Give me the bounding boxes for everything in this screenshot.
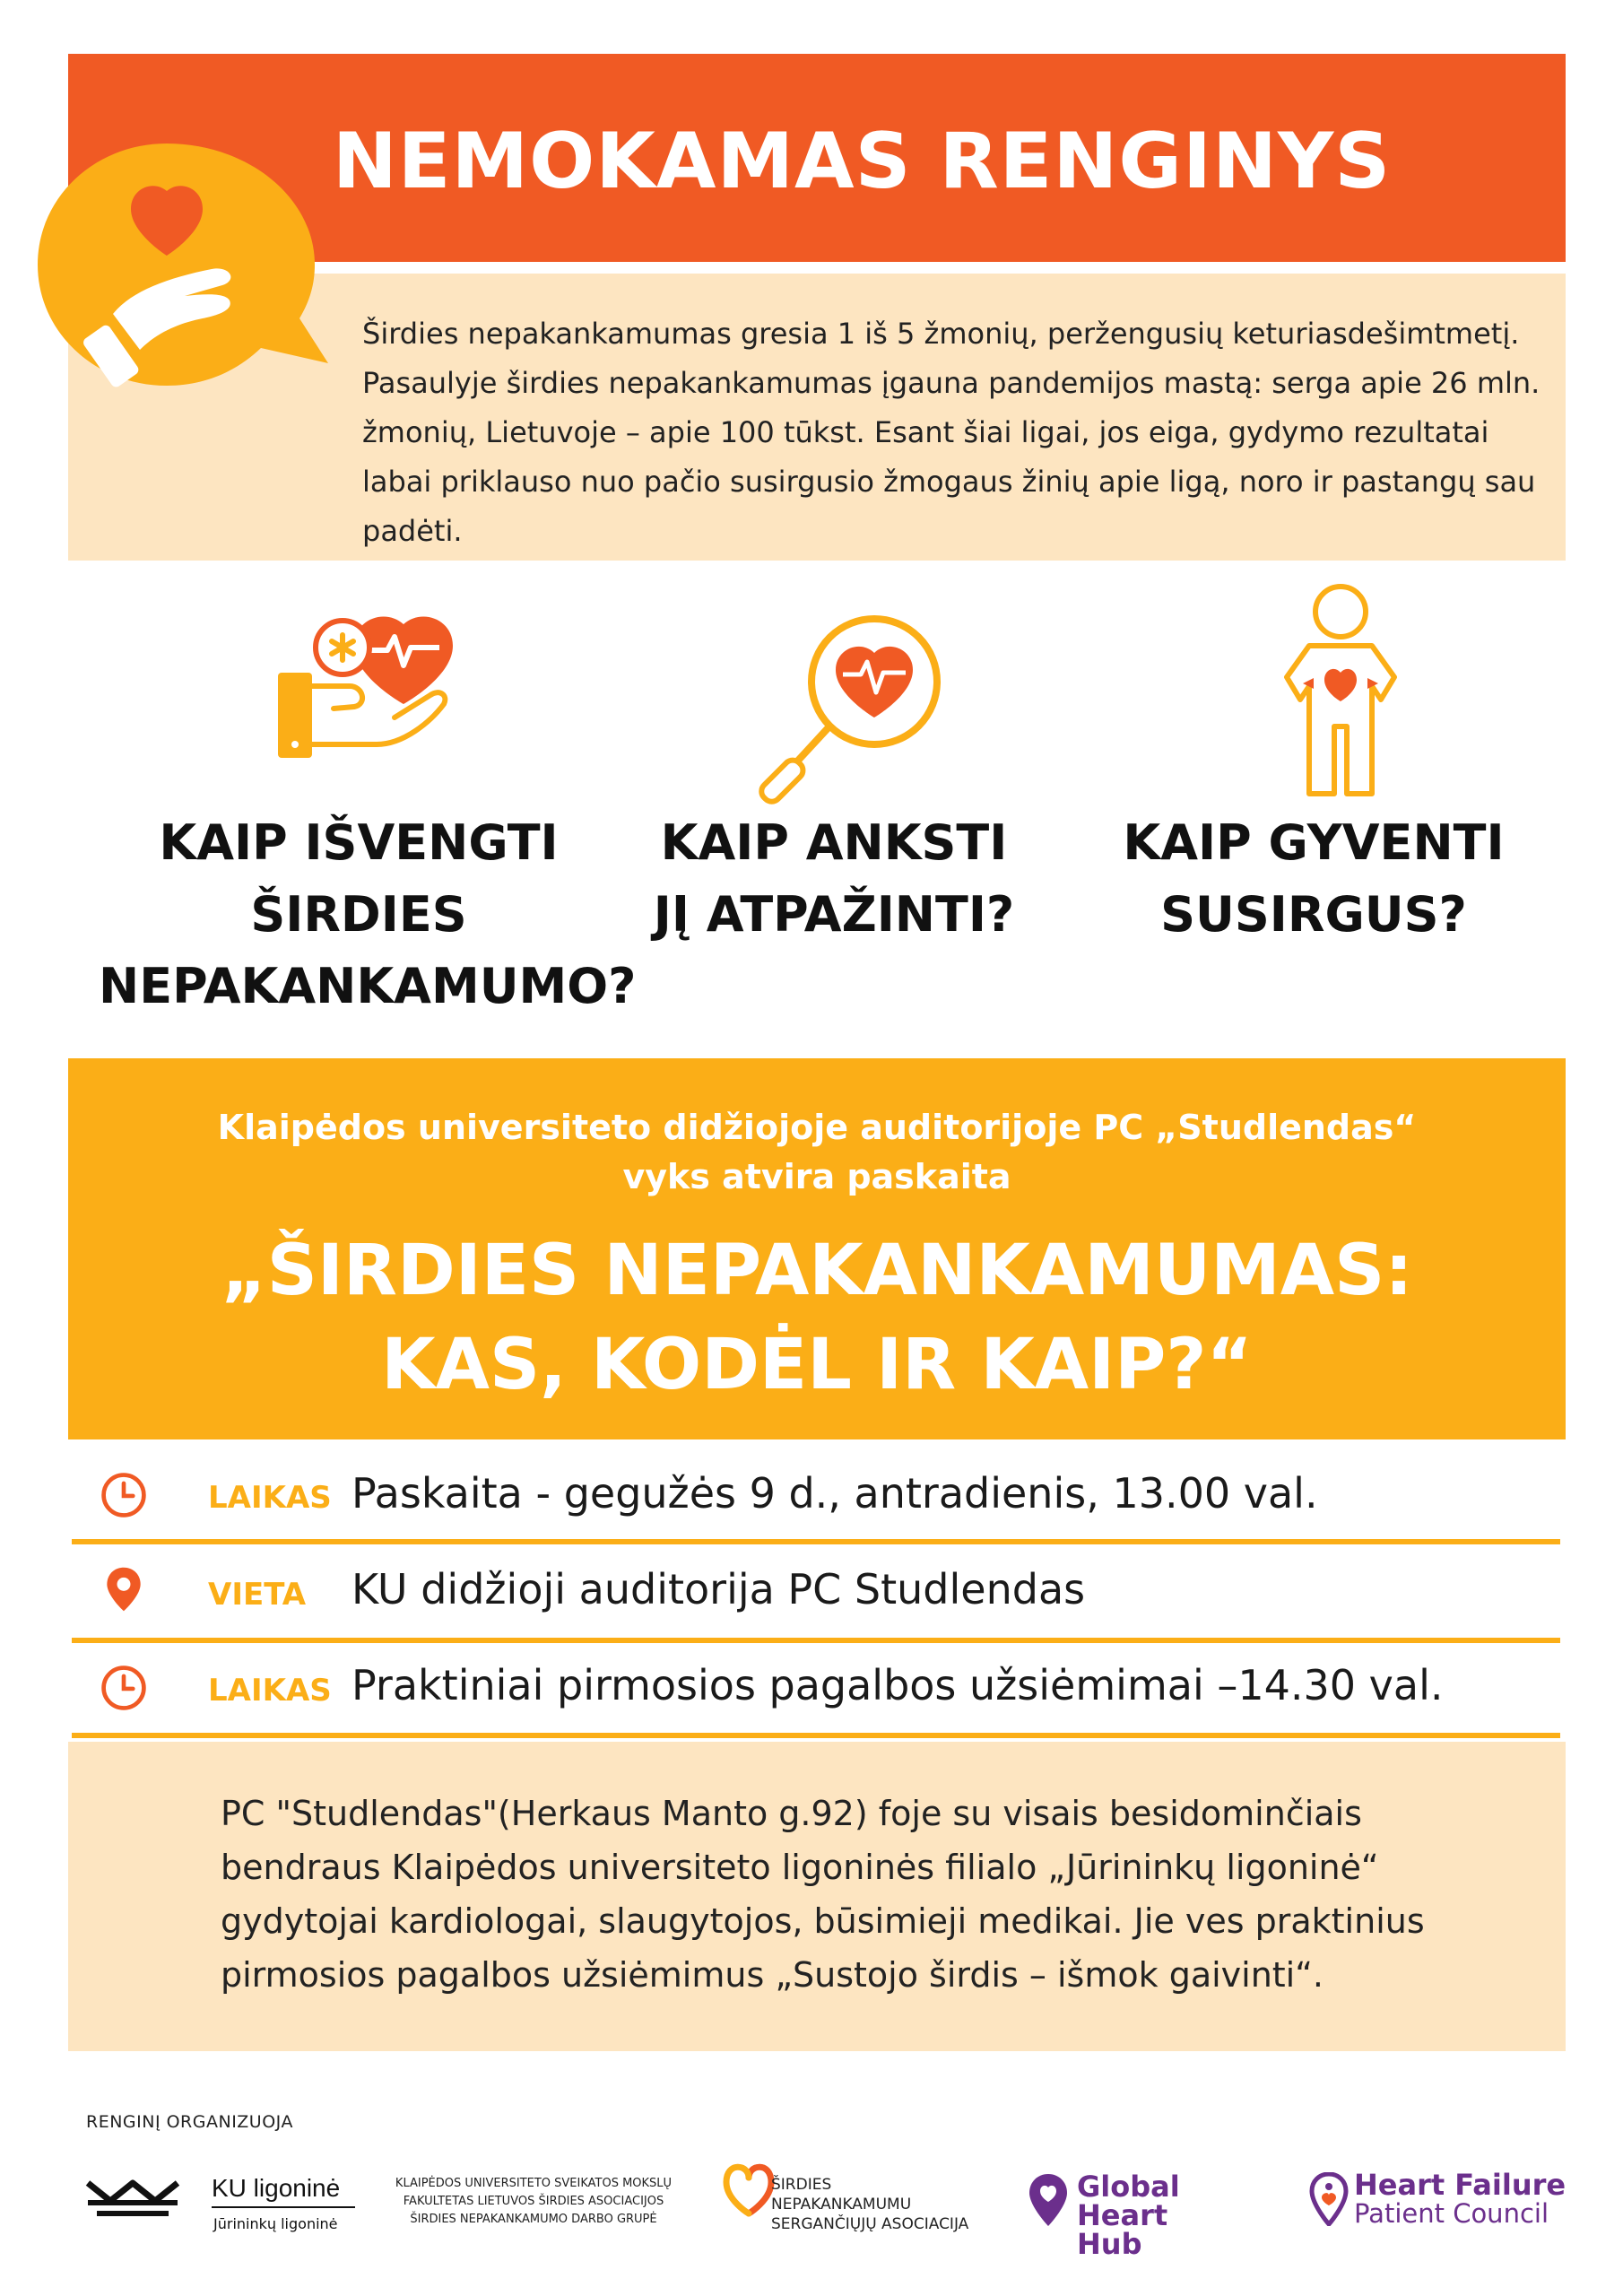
topic-1-title bbox=[99, 807, 637, 1022]
divider bbox=[212, 2206, 355, 2208]
hf-name bbox=[1354, 2170, 1566, 2228]
event-subtitle-line2: vyks atvira paskaita bbox=[622, 1157, 1011, 1196]
heart-failure-council-logo bbox=[1309, 2152, 1578, 2251]
event-title bbox=[68, 1224, 1566, 1413]
detail-2-text: KU didžioji auditorija PC Studlendas bbox=[352, 1565, 1086, 1613]
detail-2-label: VIETA bbox=[208, 1577, 307, 1613]
faculty-logo bbox=[386, 2175, 681, 2274]
association-heart-icon bbox=[722, 2160, 776, 2231]
hf-pin-icon bbox=[1309, 2172, 1349, 2226]
organizers-label: RENGINĮ ORGANIZUOJA bbox=[86, 2112, 293, 2132]
divider bbox=[72, 1638, 1560, 1643]
person-heart-icon bbox=[1273, 583, 1408, 803]
heart-hand-bubble-icon bbox=[32, 135, 337, 395]
info-box bbox=[68, 1742, 1566, 2051]
association-line3: SERGANČIŲJŲ ASOCIACIJA bbox=[771, 2215, 969, 2233]
info-text: PC "Studlendas"(Herkaus Manto g.92) foje su visais besidominčiais bendraus Klaipėdos universiteto ligoninės filialo „Jūrininkų ligoninė“ gydytojai kardiologai, slaugytojos, būsimieji medikai. Jie ves praktinius pirmosios pagalbos užsiėmimus „Sustojo širdis – išmok gaivinti“. bbox=[221, 1794, 1425, 1995]
ku-logo-icon bbox=[79, 2172, 187, 2226]
association-name bbox=[771, 2175, 968, 2234]
hf-line1: Heart Failure bbox=[1354, 2168, 1567, 2202]
faculty-line2: FAKULTETAS LIETUVOS ŠIRDIES ASOCIACIJOS bbox=[403, 2195, 664, 2208]
topic-3-line1: KAIP GYVENTI bbox=[1123, 814, 1505, 871]
event-subtitle-line1: Klaipėdos universiteto didžiojoje auditorijoje PC „Studlendas“ bbox=[217, 1108, 1417, 1147]
event-title-line1: „ŠIRDIES NEPAKANKAMUMAS: bbox=[221, 1231, 1413, 1311]
event-title-line2: KAS, KODĖL IR KAIP?“ bbox=[381, 1325, 1253, 1405]
clock-icon bbox=[99, 1661, 149, 1715]
ku-name: KU ligoninė bbox=[212, 2174, 341, 2202]
topic-2-line2: JĮ ATPAŽINTI? bbox=[653, 886, 1015, 943]
event-subtitle bbox=[68, 1103, 1566, 1202]
association-logo bbox=[722, 2152, 991, 2251]
detail-1-label: LAIKAS bbox=[208, 1480, 332, 1516]
divider bbox=[72, 1733, 1560, 1738]
location-pin-icon bbox=[99, 1562, 149, 1616]
magnifier-heart-icon bbox=[749, 610, 955, 807]
divider bbox=[72, 1539, 1560, 1544]
topic-1-line1: KAIP IŠVENGTI bbox=[159, 814, 559, 871]
ghh-pin-icon bbox=[1027, 2172, 1070, 2228]
hf-line2: Patient Council bbox=[1354, 2198, 1549, 2229]
topic-2-line1: KAIP ANKSTI bbox=[660, 814, 1008, 871]
topic-2-title bbox=[628, 807, 1040, 951]
association-line2: NEPAKANKAMUMU bbox=[771, 2196, 912, 2213]
association-line1: ŠIRDIES bbox=[771, 2176, 832, 2194]
faculty-line1: KLAIPĖDOS UNIVERSITETO SVEIKATOS MOKSLŲ bbox=[395, 2177, 673, 2190]
detail-1-text: Paskaita - gegužės 9 d., antradienis, 13.00 val. bbox=[352, 1469, 1318, 1518]
event-box bbox=[68, 1058, 1566, 1439]
ghh-line2: Heart Hub bbox=[1077, 2198, 1168, 2261]
ghh-name bbox=[1077, 2170, 1242, 2261]
clock-icon bbox=[99, 1468, 149, 1522]
topic-3-title bbox=[1103, 807, 1524, 951]
ghh-line1: Global bbox=[1077, 2170, 1180, 2204]
faculty-line3: ŠIRDIES NEPAKANKAMUMO DARBO GRUPĖ bbox=[410, 2213, 657, 2226]
topic-1-line3: NEPAKANKAMUMO? bbox=[99, 958, 637, 1014]
topic-3-line2: SUSIRGUS? bbox=[1160, 886, 1467, 943]
page-title: NEMOKAMAS RENGINYS bbox=[332, 117, 1392, 206]
global-heart-hub-logo bbox=[1027, 2152, 1242, 2261]
detail-3-text: Praktiniai pirmosios pagalbos užsiėmimai –14.30 val. bbox=[352, 1661, 1444, 1709]
ku-subtitle: Jūrininkų ligoninė bbox=[213, 2215, 338, 2232]
intro-text: Širdies nepakankamumas gresia 1 iš 5 žmonių, peržengusių keturiasdešimtmetį. Pasaulyje širdies nepakankamumas įgauna pandemijos mastą: serga apie 26 mln. žmonių, Lietuvoje – apie 100 tūkst. Esant šiai ligai, jos eiga, gydymo rezultatai labai priklauso nuo pačio susirgusio žmogaus žinių apie ligą, noro ir pastangų sau padėti. bbox=[362, 317, 1541, 548]
topic-1-line2: ŠIRDIES bbox=[250, 886, 467, 943]
ku-hospital-logo bbox=[79, 2152, 366, 2251]
detail-3-label: LAIKAS bbox=[208, 1673, 332, 1709]
hand-heart-icon bbox=[269, 592, 457, 771]
